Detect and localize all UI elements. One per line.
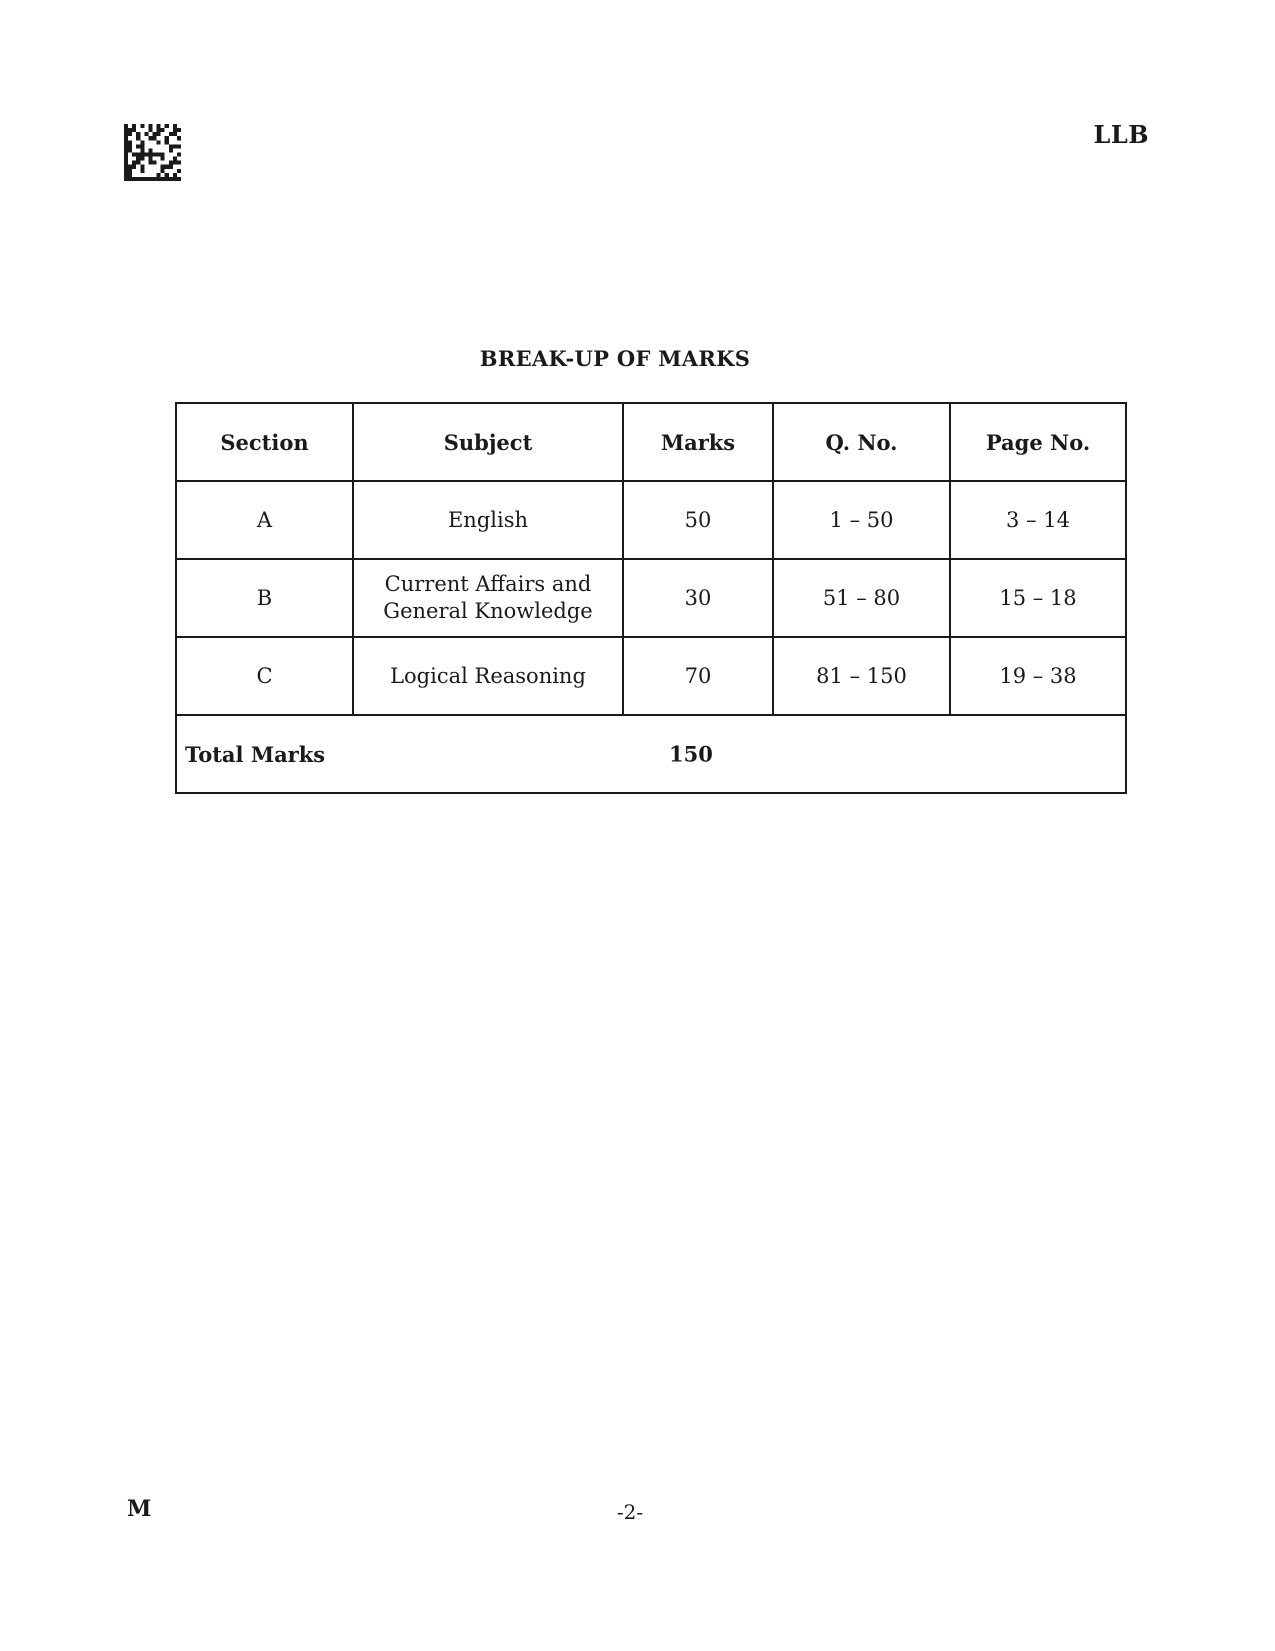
total-label: Total Marks [185,741,326,767]
page-number: -2- [616,1500,644,1524]
header-subject: Subject [353,403,623,481]
table-title: BREAK-UP OF MARKS [479,346,751,371]
cell-page: 3 – 14 [950,481,1126,559]
datamatrix-barcode [124,124,181,181]
cell-page: 15 – 18 [950,559,1126,637]
cell-page: 19 – 38 [950,637,1126,715]
cell-qno: 51 – 80 [773,559,950,637]
table-row [176,481,1126,559]
table-header-row [176,403,1126,481]
cell-subject: English [353,481,623,559]
cell-marks: 70 [623,637,773,715]
cell-subject: Logical Reasoning [353,637,623,715]
cell-marks: 30 [623,559,773,637]
marks-table [175,402,1127,794]
table-row [176,559,1126,637]
cell-subject-line1: Current Affairs and [384,572,592,596]
header-qno: Q. No. [773,403,950,481]
total-row [176,715,1126,793]
footer-code: M [127,1496,152,1522]
header-marks: Marks [623,403,773,481]
cell-qno: 81 – 150 [773,637,950,715]
cell-subject-line2: General Knowledge [383,599,593,623]
table-row [176,637,1126,715]
total-value: 150 [669,741,713,767]
cell-marks: 50 [623,481,773,559]
cell-section: B [176,559,353,637]
cell-subject [353,559,623,637]
cell-section: C [176,637,353,715]
cell-qno: 1 – 50 [773,481,950,559]
cell-section: A [176,481,353,559]
paper-code: LLB [1093,120,1149,149]
total-cell [176,715,1126,793]
header-page: Page No. [950,403,1126,481]
header-section: Section [176,403,353,481]
